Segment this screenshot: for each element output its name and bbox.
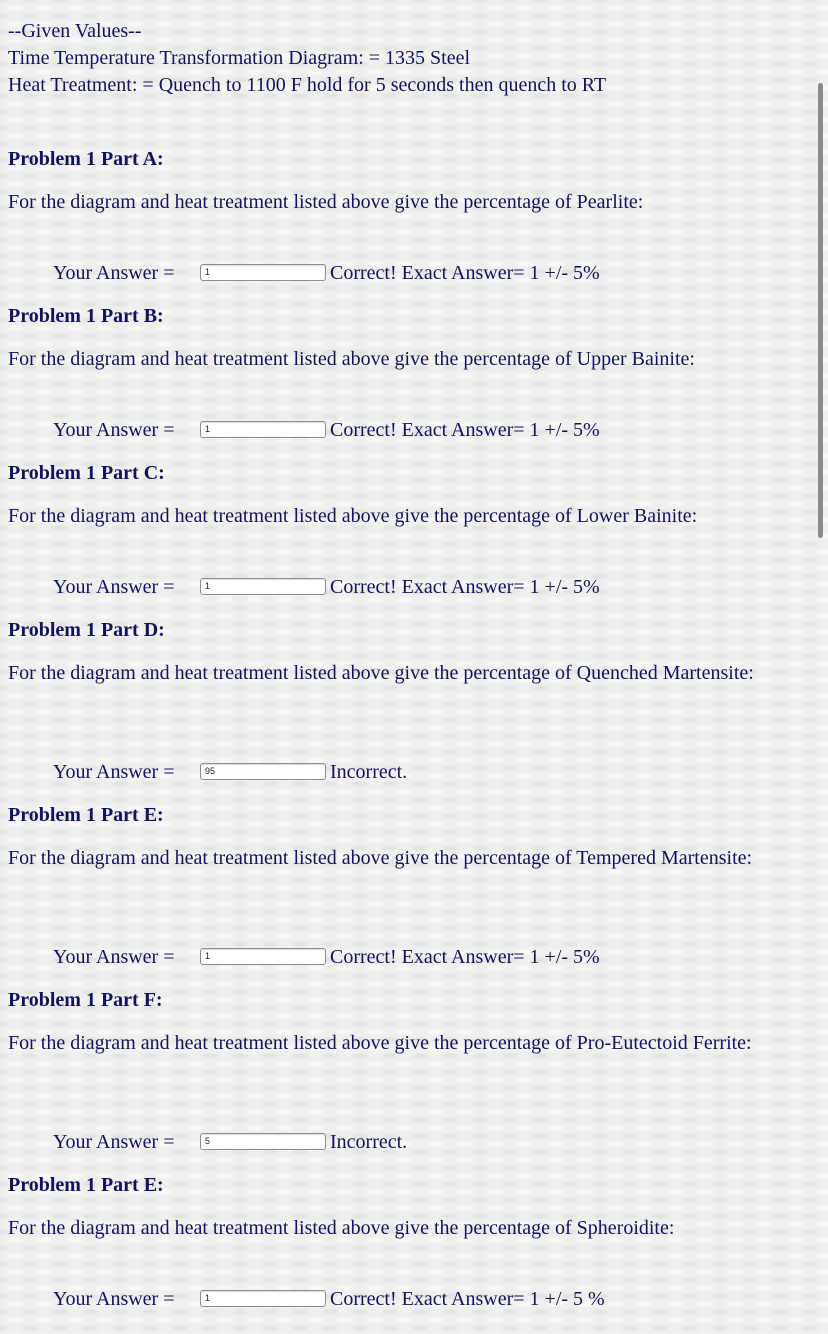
problem-title: Problem 1 Part A: xyxy=(8,148,164,170)
answer-feedback: Correct! Exact Answer= 1 +/- 5% xyxy=(330,262,600,284)
problem-question: For the diagram and heat treatment listed above give the percentage of Pro-Eutectoid Ferrite: xyxy=(8,1032,752,1054)
answer-input-part-b[interactable]: 1 xyxy=(200,421,326,438)
answer-label: Your Answer = xyxy=(53,946,175,968)
problem-title: Problem 1 Part C: xyxy=(8,462,165,484)
answer-label: Your Answer = xyxy=(53,1131,175,1153)
answer-feedback: Correct! Exact Answer= 1 +/- 5% xyxy=(330,576,600,598)
problem-title: Problem 1 Part B: xyxy=(8,305,164,327)
answer-label: Your Answer = xyxy=(53,262,175,284)
problem-question: For the diagram and heat treatment listed above give the percentage of Upper Bainite: xyxy=(8,348,695,370)
answer-input-part-a[interactable]: 1 xyxy=(200,264,326,281)
answer-label: Your Answer = xyxy=(53,419,175,441)
answer-feedback: Incorrect. xyxy=(330,1131,408,1153)
problem-title: Problem 1 Part E: xyxy=(8,804,164,826)
given-treatment-line: Heat Treatment: = Quench to 1100 F hold for 5 seconds then quench to RT xyxy=(8,74,607,96)
answer-input-part-d[interactable]: 95 xyxy=(200,763,326,780)
problem-question: For the diagram and heat treatment listed above give the percentage of Lower Bainite: xyxy=(8,505,698,527)
problem-question: For the diagram and heat treatment listed above give the percentage of Tempered Martensite: xyxy=(8,847,753,869)
given-values xyxy=(8,18,606,99)
problem-question: For the diagram and heat treatment listed above give the percentage of Pearlite: xyxy=(8,191,644,213)
answer-label: Your Answer = xyxy=(53,576,175,598)
answer-feedback: Correct! Exact Answer= 1 +/- 5 % xyxy=(330,1288,605,1310)
answer-label: Your Answer = xyxy=(53,1288,175,1310)
vertical-scrollbar[interactable] xyxy=(818,83,823,538)
answer-input-part-f[interactable]: 5 xyxy=(200,1133,326,1150)
answer-input-part-e-spheroidite[interactable]: 1 xyxy=(200,1290,326,1307)
problem-title: Problem 1 Part F: xyxy=(8,989,163,1011)
problem-title: Problem 1 Part D: xyxy=(8,619,165,641)
answer-feedback: Correct! Exact Answer= 1 +/- 5% xyxy=(330,419,600,441)
problem-question: For the diagram and heat treatment listed above give the percentage of Quenched Martensite: xyxy=(8,662,754,684)
answer-feedback: Incorrect. xyxy=(330,761,408,783)
answer-input-part-c[interactable]: 1 xyxy=(200,578,326,595)
answer-input-part-e[interactable]: 1 xyxy=(200,948,326,965)
given-values-header: --Given Values-- xyxy=(8,20,142,42)
answer-feedback: Correct! Exact Answer= 1 +/- 5% xyxy=(330,946,600,968)
given-diagram-line: Time Temperature Transformation Diagram: = 1335 Steel xyxy=(8,47,471,69)
problem-question: For the diagram and heat treatment listed above give the percentage of Spheroidite: xyxy=(8,1217,675,1239)
answer-label: Your Answer = xyxy=(53,761,175,783)
problem-title: Problem 1 Part E: xyxy=(8,1174,164,1196)
